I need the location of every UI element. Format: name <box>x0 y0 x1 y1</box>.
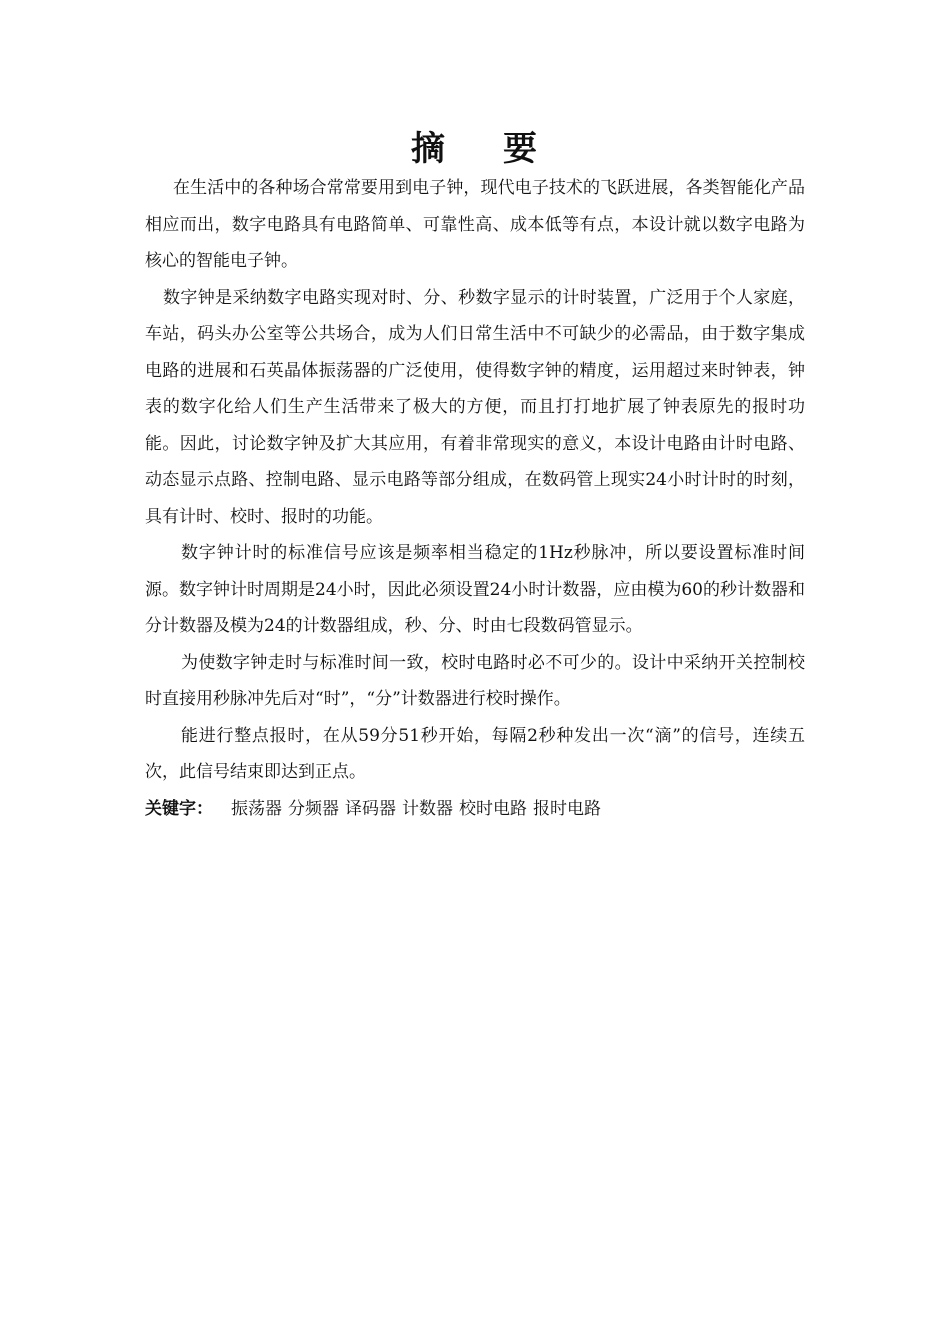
paragraph-2: 数字钟是采纳数字电路实现对时、分、秒数字显示的计时装置，广泛用于个人家庭，车站，码头办公室等公共场合，成为人们日常生活中不可缺少的必需品，由于数字集成电路的进展和石英晶体振荡器的广泛使用，使得数字钟的精度，运用超过来时钟表，钟表的数字化给人们生产生活带来了极大的方便，而且打打地扩展了钟表原先的报时功能。因此，讨论数字钟及扩大其应用，有着非常现实的意义，本设计电路由计时电路、动态显示点路、控制电路、显示电路等部分组成，在数码管上现实24小时计时的时刻，具有计时、校时、报时的功能。 <box>145 287 805 527</box>
abstract-title <box>0 128 950 170</box>
paragraph-3: 数字钟计时的标准信号应该是频率相当稳定的1Hz秒脉冲，所以要设置标准时间源。数字钟计时周期是24小时，因此必须设置24小时计数器，应由模为60的秒计数器和分计数器及模为24的计数器组成，秒、分、时由七段数码管显示。 <box>145 543 805 636</box>
abstract-body <box>145 170 805 827</box>
paragraph-5: 能进行整点报时，在从59分51秒开始，每隔2秒种发出一次“滴”的信号，连续五次，此信号结束即达到正点。 <box>145 725 805 782</box>
title-char-1: 摘 <box>411 129 447 169</box>
keyword: 译码器 <box>345 798 396 819</box>
keyword: 报时电路 <box>533 798 601 819</box>
paragraph-1: 在生活中的各种场合常常要用到电子钟，现代电子技术的飞跃进展，各类智能化产品相应而出，数字电路具有电路简单、可靠性高、成本低等有点，本设计就以数字电路为核心的智能电子钟。 <box>145 178 805 271</box>
keyword: 计数器 <box>402 798 453 819</box>
keyword: 分频器 <box>288 798 339 819</box>
paragraph-4: 为使数字钟走时与标准时间一致，校时电路时必不可少的。设计中采纳开关控制校时直接用秒脉冲先后对“时”，“分”计数器进行校时操作。 <box>145 652 805 709</box>
keyword: 振荡器 <box>231 798 282 819</box>
keyword: 校时电路 <box>459 798 527 819</box>
title-char-2: 要 <box>503 129 539 169</box>
keywords-line <box>145 791 805 828</box>
keywords-label: 关键字： <box>145 798 213 819</box>
